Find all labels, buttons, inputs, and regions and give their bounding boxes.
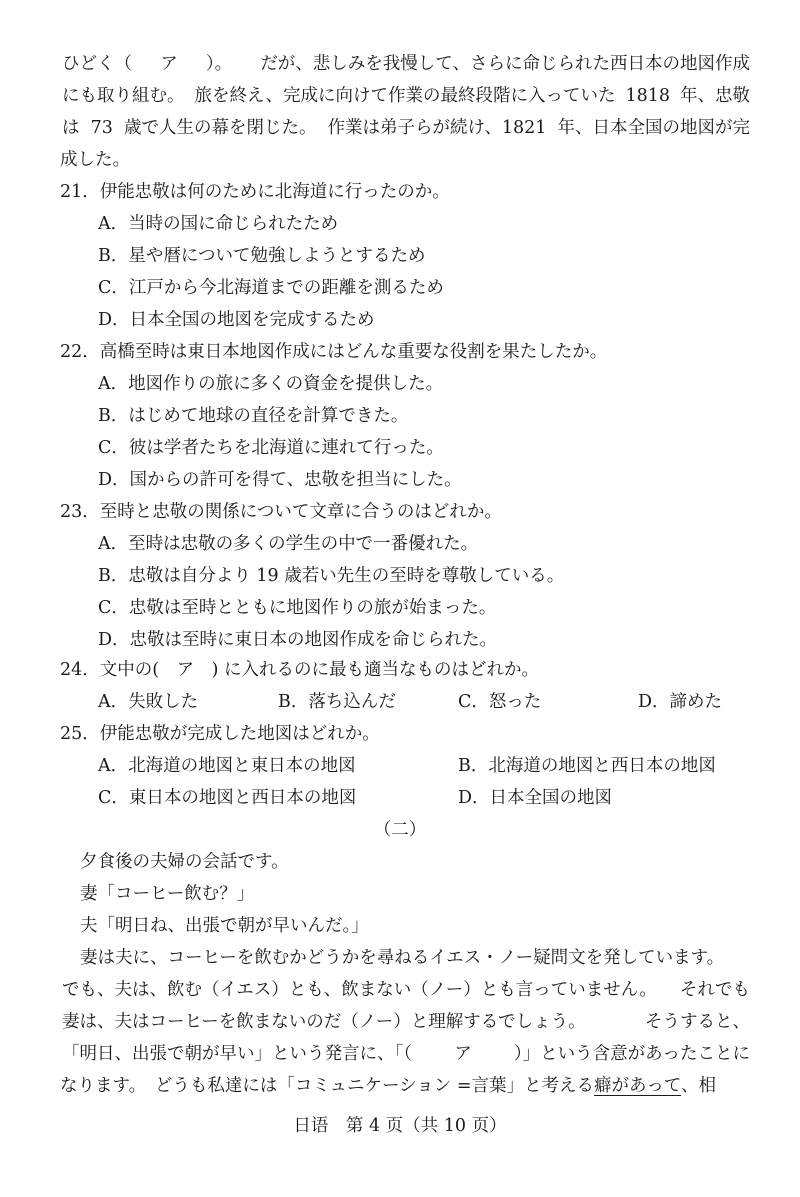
answer-option: C．江戸から今北海道までの距離を測るため <box>98 278 444 298</box>
answer-option: D．忠敬は至時に東日本の地図作成を命じられた。 <box>98 630 498 650</box>
answer-option: C．怒った <box>458 692 542 712</box>
passage-text: 、相 <box>681 1076 717 1096</box>
answer-option: D．日本全国の地図 <box>458 788 613 808</box>
passage-text: 「明日、出張で朝が早い」という発言に、「（ <box>62 1044 412 1064</box>
answer-option: A．北海道の地図と東日本の地図 <box>98 756 356 776</box>
answer-option: D．諦めた <box>638 692 723 712</box>
passage-text: ）。 <box>205 54 233 74</box>
passage-text: そうすると、 <box>645 1012 750 1032</box>
underlined-phrase: 癖があって <box>594 1076 682 1096</box>
passage-line <box>60 1074 716 1098</box>
passage-text: 作業は弟子らが続け、1821 <box>327 118 547 138</box>
passage-text: は <box>62 118 80 138</box>
dialogue-line-husband: 夫「明日ね、出張で朝が早いんだ。」 <box>80 916 369 936</box>
answer-option: D．国からの許可を得て、忠敬を担当にした。 <box>98 470 462 490</box>
passage-text: ）」という含意があったことに <box>513 1044 750 1064</box>
passage-text: 妻は、夫はコーヒーを飲まないのだ（ノー）と理解するでしょう。 <box>62 1012 586 1032</box>
passage-text: ひどく（ <box>62 54 132 74</box>
passage-line-4: 成した。 <box>60 150 130 170</box>
passage-text: にも取り組む。 <box>62 86 185 106</box>
passage-text: 1818 <box>625 86 671 106</box>
question-stem: 25．伊能忠敬が完成した地図はどれか。 <box>60 724 380 744</box>
question-stem: 24．文中の( ア ) に入れるのに最も適当なものはどれか。 <box>60 660 539 680</box>
answer-option: B．はじめて地球の直径を計算できた。 <box>98 406 409 426</box>
answer-option: B．星や暦について勉強しようとするため <box>98 246 426 266</box>
passage-line <box>62 1042 750 1066</box>
passage-text: 歳で人生の幕を閉じた。 <box>123 118 317 138</box>
passage-line-1 <box>62 52 750 76</box>
blank-marker: ア <box>454 1044 472 1064</box>
answer-option: A．至時は忠敬の多くの学生の中で一番優れた。 <box>98 534 479 554</box>
passage-text: 年、忠敬 <box>679 86 750 106</box>
passage-line-2 <box>62 84 750 108</box>
blank-marker: ア <box>160 54 178 74</box>
passage-text: それでも <box>680 980 750 1000</box>
passage-line: 妻は夫に、コーヒーを飲むかどうかを尋ねるイエス・ノー疑問文を発しています。 <box>80 948 725 968</box>
dialogue-line-wife: 妻「コーヒー飲む？」 <box>80 884 255 904</box>
answer-option: A．当時の国に命じられたため <box>98 214 339 234</box>
question-stem: 23．至時と忠敬の関係について文章に合うのはどれか。 <box>60 502 502 522</box>
passage-text: 旅を終え、完成に向けて作業の最終段階に入っていた <box>194 86 616 106</box>
question-stem: 21．伊能忠敬は何のために北海道に行ったのか。 <box>60 182 450 202</box>
passage-text: だが、悲しみを我慢して、さらに命じられた西日本の地図作成 <box>260 54 750 74</box>
answer-option: B．北海道の地図と西日本の地図 <box>458 756 716 776</box>
passage-text: 73 <box>90 118 113 138</box>
page-footer: 日语 第 4 页（共 10 页） <box>293 1116 507 1136</box>
passage-line <box>62 1010 750 1034</box>
answer-option: B．忠敬は自分より 19 歳若い先生の至時を尊敬している。 <box>98 566 565 586</box>
question-stem: 22．高橋至時は東日本地図作成にはどんな重要な役割を果たしたか。 <box>60 342 608 362</box>
passage-line-3 <box>62 116 750 140</box>
section-heading: （二） <box>373 820 427 840</box>
passage-text: 年、日本全国の地図が完 <box>557 118 750 138</box>
answer-option: D．日本全国の地図を完成するため <box>98 310 375 330</box>
passage-text: なります。 どうも私達には「コミュニケーション =言葉」と考える <box>60 1076 595 1096</box>
answer-option: C．忠敬は至時とともに地図作りの旅が始まった。 <box>98 598 497 618</box>
answer-option: C．彼は学者たちを北海道に連れて行った。 <box>98 438 444 458</box>
passage-text: でも、夫は、飲む（イエス）とも、飲まない（ノー）とも言っていません。 <box>62 980 657 1000</box>
answer-option: C．東日本の地図と西日本の地図 <box>98 788 357 808</box>
answer-option: A．地図作りの旅に多くの資金を提供した。 <box>98 374 444 394</box>
dialogue-intro: 夕食後の夫婦の会話です。 <box>80 852 289 872</box>
passage-line <box>62 978 750 1002</box>
answer-option: A．失敗した <box>98 692 199 712</box>
answer-option: B．落ち込んだ <box>278 692 396 712</box>
